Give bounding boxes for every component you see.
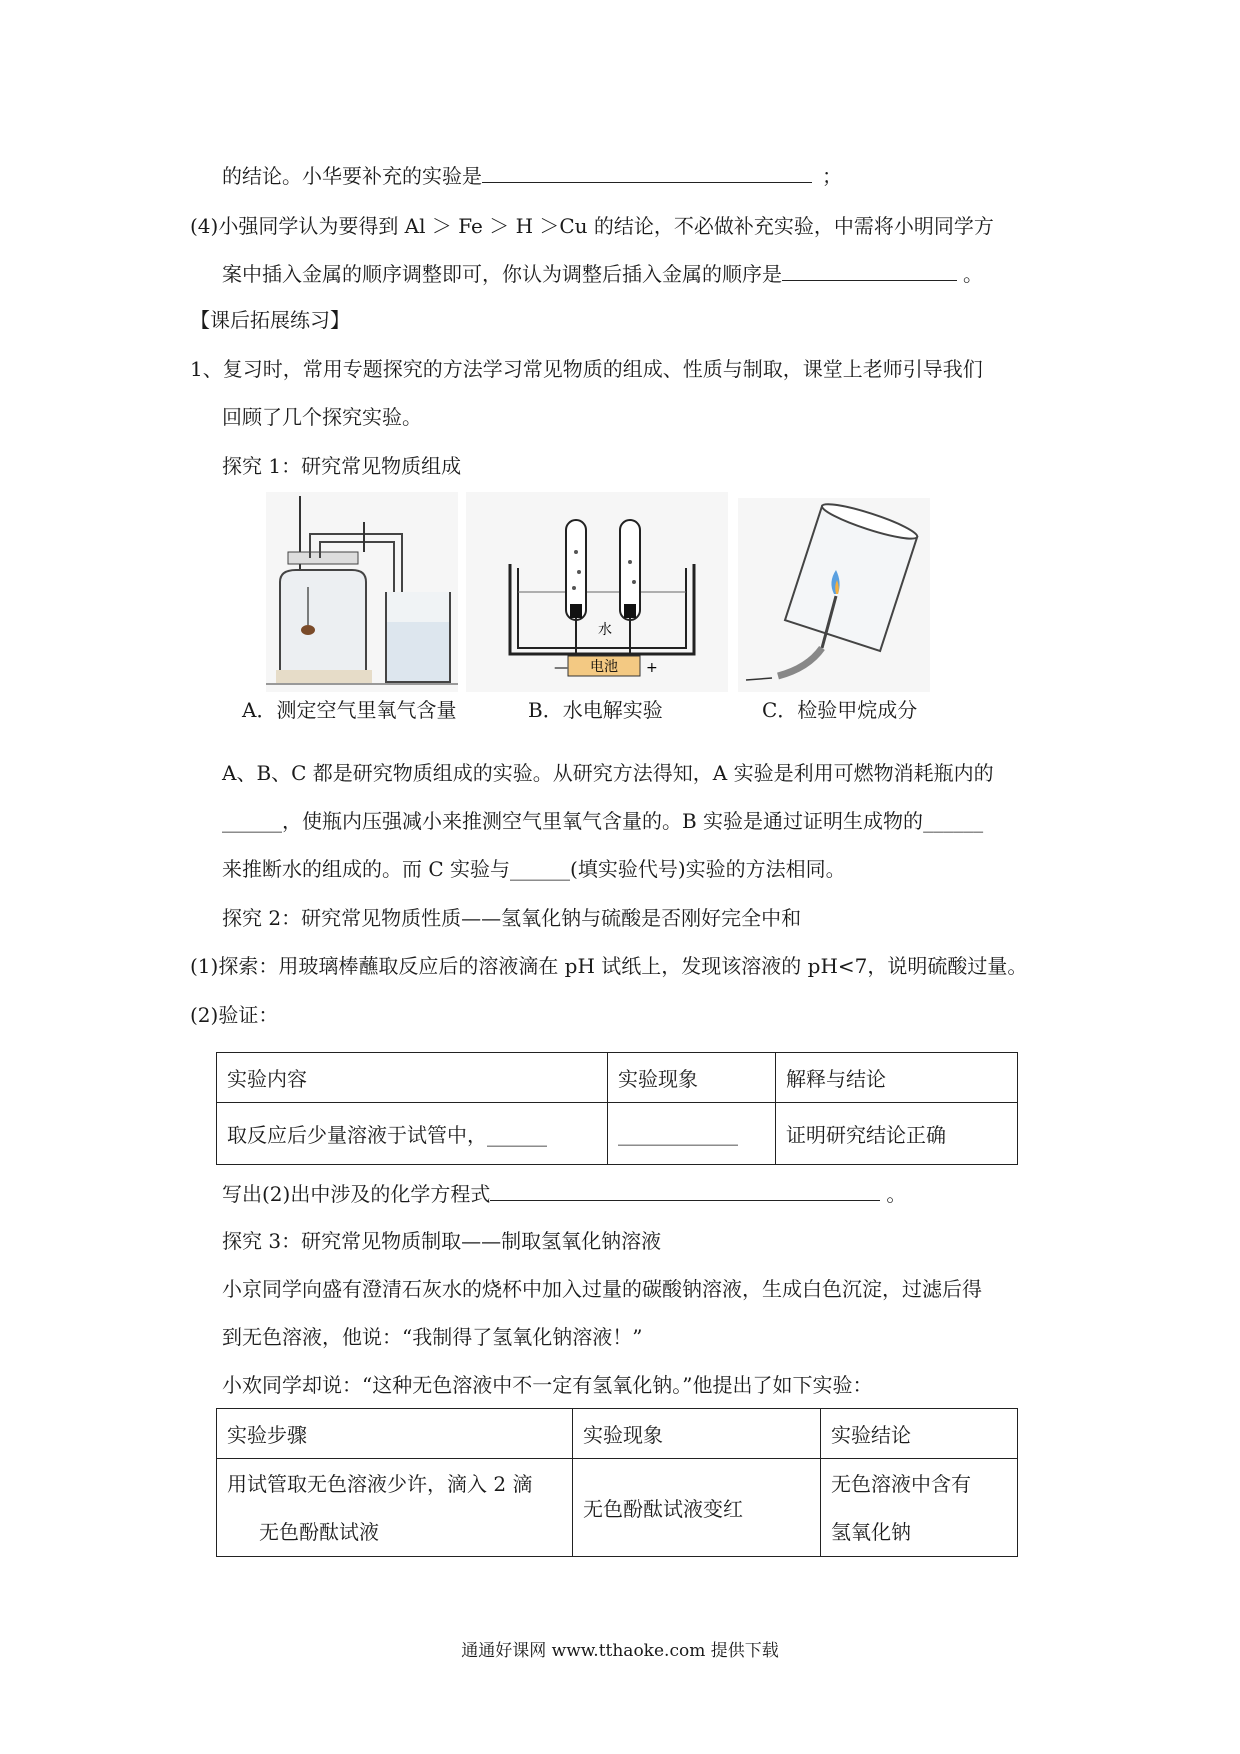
verification-table — [216, 1052, 1018, 1165]
explore-3-line1: 小京同学向盛有澄清石灰水的烧杯中加入过量的碳酸钠溶液，生成白色沉淀，过滤后得 — [222, 1277, 982, 1301]
table-cell-conclusion — [821, 1459, 1018, 1557]
table-header-cell: 解释与结论 — [776, 1053, 1018, 1103]
figure-a-drawing — [266, 492, 458, 692]
table-header-cell: 实验步骤 — [217, 1409, 573, 1459]
explore-2-title: 探究 2：研究常见物质性质——氢氧化钠与硫酸是否刚好完全中和 — [222, 906, 802, 930]
table-header-cell: 实验现象 — [573, 1409, 821, 1459]
figure-c-methane-apparatus — [738, 498, 930, 692]
explore-3-line3: 小欢同学却说：“这种无色溶液中不一定有氢氧化钠。”他提出了如下实验： — [222, 1373, 873, 1397]
figure-a-caption: A．测定空气里氧气含量 — [242, 698, 457, 722]
table-header-cell: 实验内容 — [217, 1053, 608, 1103]
table-cell-content[interactable]: 取反应后少量溶液于试管中，______ — [217, 1103, 608, 1165]
paragraph-abc-line3 — [222, 854, 846, 884]
battery-label: 电池 — [590, 659, 618, 675]
conclusion-line2: 氢氧化钠 — [831, 1519, 911, 1544]
text-l3-end: 。 — [963, 262, 983, 286]
equation-prompt — [222, 1178, 906, 1209]
explore-3-line2: 到无色溶液，他说：“我制得了氢氧化钠溶液！” — [222, 1325, 643, 1349]
paragraph-abc-line1: A、B、C 都是研究物质组成的实验。从研究方法得知，A 实验是利用可燃物消耗瓶内的 — [222, 761, 994, 785]
explore-2-step2: (2)验证： — [190, 1003, 279, 1027]
figure-a-oxygen-apparatus — [266, 492, 458, 692]
page-footer: 通通好课网 www.tthaoke.com 提供下载 — [461, 1641, 779, 1661]
table-header-cell: 实验结论 — [821, 1409, 1018, 1459]
answer-blank[interactable]: ______ — [510, 857, 571, 881]
table-cell-phenomenon: 无色酚酞试液变红 — [573, 1459, 821, 1557]
answer-blank[interactable]: ______ — [923, 809, 984, 833]
explore-1-title: 探究 1：研究常见物质组成 — [222, 454, 462, 478]
question-4-line2 — [222, 258, 983, 289]
text-p1c-pre: 来推断水的组成的。而 C 实验与 — [222, 857, 511, 881]
table-cell-step — [217, 1459, 573, 1557]
water-label: 水 — [598, 622, 612, 638]
question-1-line1: 1、复习时，常用专题探究的方法学习常见物质的组成、性质与制取，课堂上老师引导我们 — [190, 357, 983, 381]
answer-blank[interactable] — [482, 160, 812, 183]
answer-blank[interactable]: ______ — [222, 809, 282, 833]
plus-label: + — [646, 660, 658, 676]
text-eq-end: 。 — [886, 1182, 907, 1206]
question-1-line2: 回顾了几个探究实验。 — [222, 405, 422, 429]
table-cell-phenomenon[interactable]: ____________ — [608, 1103, 776, 1165]
figure-c-drawing — [738, 498, 930, 692]
step-line1: 用试管取无色溶液少许，滴入 2 滴 — [227, 1471, 533, 1496]
section-heading: 【课后拓展练习】 — [190, 308, 350, 332]
conclusion-line1: 无色溶液中含有 — [831, 1471, 971, 1496]
paragraph-abc-line2 — [222, 806, 983, 836]
figure-c-caption: C．检验甲烷成分 — [762, 698, 918, 722]
line-conclusion-xiaohua — [222, 160, 842, 191]
question-4-line1: (4)小强同学认为要得到 Al ＞ Fe ＞ H ＞Cu 的结论，不必做补充实验，中需将小明同学方 — [190, 214, 994, 238]
figure-b-electrolysis-apparatus — [466, 492, 728, 692]
answer-blank[interactable] — [782, 258, 957, 281]
text-eq: 写出(2)出中涉及的化学方程式 — [222, 1182, 491, 1206]
table-header-cell: 实验现象 — [608, 1053, 776, 1103]
step-line2: 无色酚酞试液 — [259, 1519, 379, 1544]
minus-label: — — [554, 660, 568, 676]
experiment-table — [216, 1408, 1018, 1557]
text-l1-end: ； — [822, 164, 842, 188]
text-l3: 案中插入金属的顺序调整即可，你认为调整后插入金属的顺序是 — [222, 262, 782, 286]
text-p1b: ，使瓶内压强减小来推测空气里氧气含量的。B 实验是通过证明生成物的 — [282, 809, 924, 833]
text-l1: 的结论。小华要补充的实验是 — [222, 164, 482, 188]
explore-2-step1: (1)探索：用玻璃棒蘸取反应后的溶液滴在 pH 试纸上，发现该溶液的 pH<7，说明硫酸过量。 — [190, 954, 1028, 978]
explore-3-title: 探究 3：研究常见物质制取——制取氢氧化钠溶液 — [222, 1229, 662, 1253]
text-p1c-post: (填实验代号)实验的方法相同。 — [570, 857, 846, 881]
answer-blank[interactable] — [490, 1178, 880, 1201]
figure-b-caption: B．水电解实验 — [528, 698, 663, 722]
figure-b-drawing — [466, 492, 728, 692]
table-cell-conclusion: 证明研究结论正确 — [776, 1103, 1018, 1165]
